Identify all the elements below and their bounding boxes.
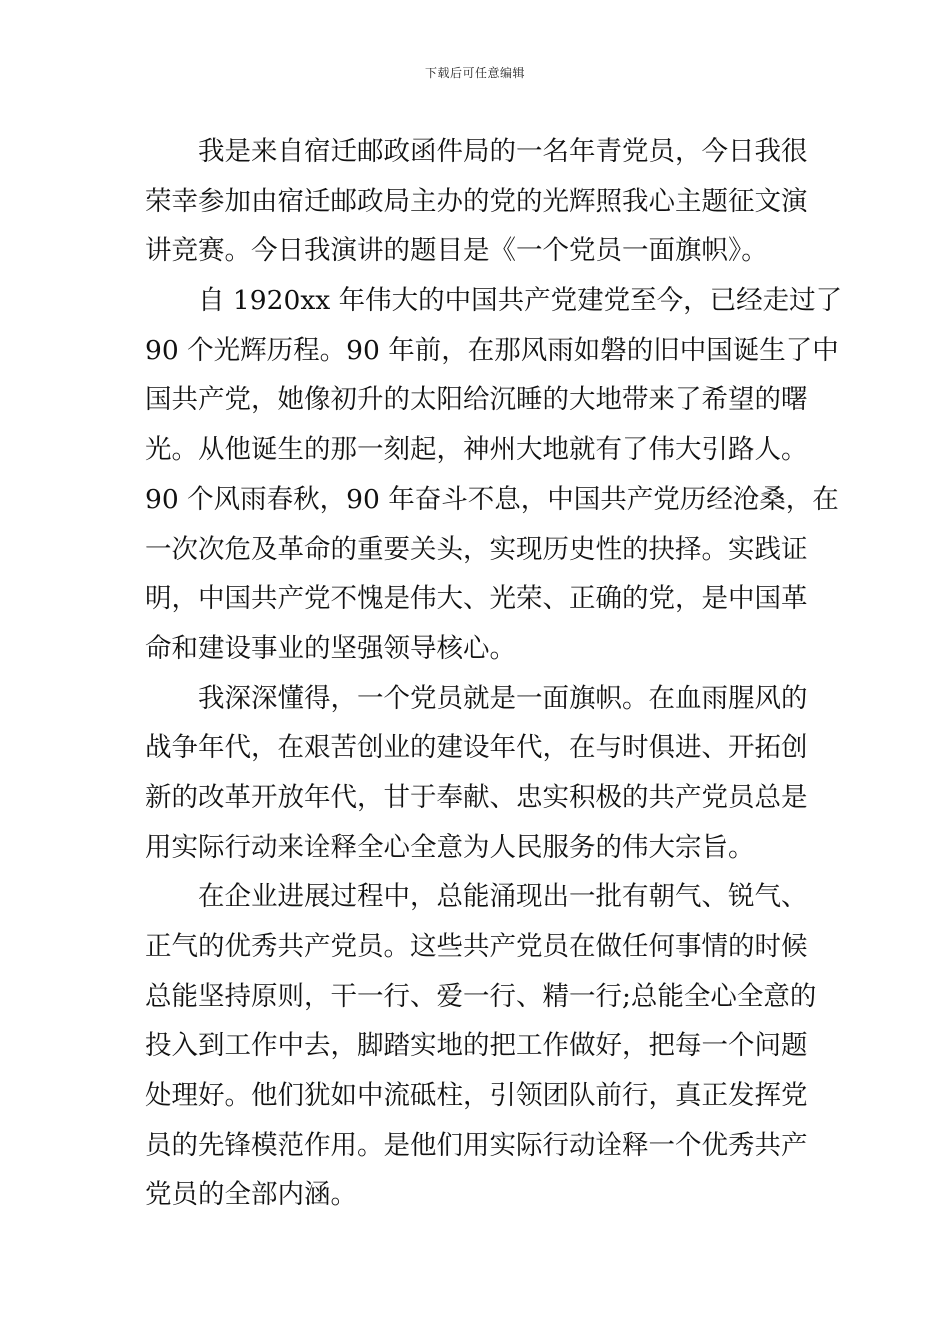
text-line: 处理好。他们犹如中流砥柱，引领团队前行，真正发挥党	[145, 1080, 808, 1112]
text-line: 员的先锋模范作用。是他们用实际行动诠释一个优秀共产	[145, 1129, 808, 1161]
text-line: 命和建设事业的坚强领导核心。	[145, 632, 516, 664]
text-line: 明，中国共产党不愧是伟大、光荣、正确的党，是中国革	[145, 583, 808, 615]
text-line: 正气的优秀共产党员。这些共产党员在做任何事情的时候	[145, 931, 808, 962]
text-line: 新的改革开放年代，甘于奉献、忠实积极的共产党员总是	[145, 781, 808, 813]
page-header: 下载后可任意编辑	[424, 66, 525, 80]
text-line: 一次次危及革命的重要关头，实现历史性的抉择。实践证	[145, 533, 808, 565]
text-line: 自 1920xx 年伟大的中国共产党建党至今，已经走过了	[198, 285, 843, 317]
text-line: 总能坚持原则，干一行、爱一行、精一行;总能全心全意的	[145, 980, 817, 1012]
text-line: 荣幸参加由宿迁邮政局主办的党的光辉照我心主题征文演	[145, 185, 808, 217]
text-line: 光。从他诞生的那一刻起，神州大地就有了伟大引路人。	[145, 434, 808, 466]
paragraph-1	[145, 127, 810, 276]
text-line: 在企业进展过程中，总能涌现出一批有朝气、锐气、	[198, 881, 808, 913]
text-line: 国共产党，她像初升的太阳给沉睡的大地带来了希望的曙	[145, 384, 808, 416]
paragraph-2	[145, 276, 843, 674]
paragraph-4	[145, 872, 817, 1220]
text-line: 我深深懂得，一个党员就是一面旗帜。在血雨腥风的	[198, 682, 808, 714]
text-line: 90 个风雨春秋，90 年奋斗不息，中国共产党历经沧桑，在	[145, 483, 839, 515]
text-line: 我是来自宿迁邮政函件局的一名年青党员，今日我很	[198, 136, 808, 167]
text-line: 战争年代，在艰苦创业的建设年代，在与时俱进、开拓创	[145, 732, 808, 764]
text-line: 讲竞赛。今日我演讲的题目是《一个党员一面旗帜》。	[145, 235, 768, 267]
text-line: 用实际行动来诠释全心全意为人民服务的伟大宗旨。	[145, 831, 755, 863]
text-line: 党员的全部内涵。	[145, 1179, 357, 1211]
text-line: 90 个光辉历程。90 年前，在那风雨如磐的旧中国诞生了中	[145, 334, 839, 366]
text-line: 投入到工作中去，脚踏实地的把工作做好，把每一个问题	[145, 1030, 808, 1062]
paragraph-3	[145, 674, 810, 873]
document-body	[145, 127, 843, 1220]
